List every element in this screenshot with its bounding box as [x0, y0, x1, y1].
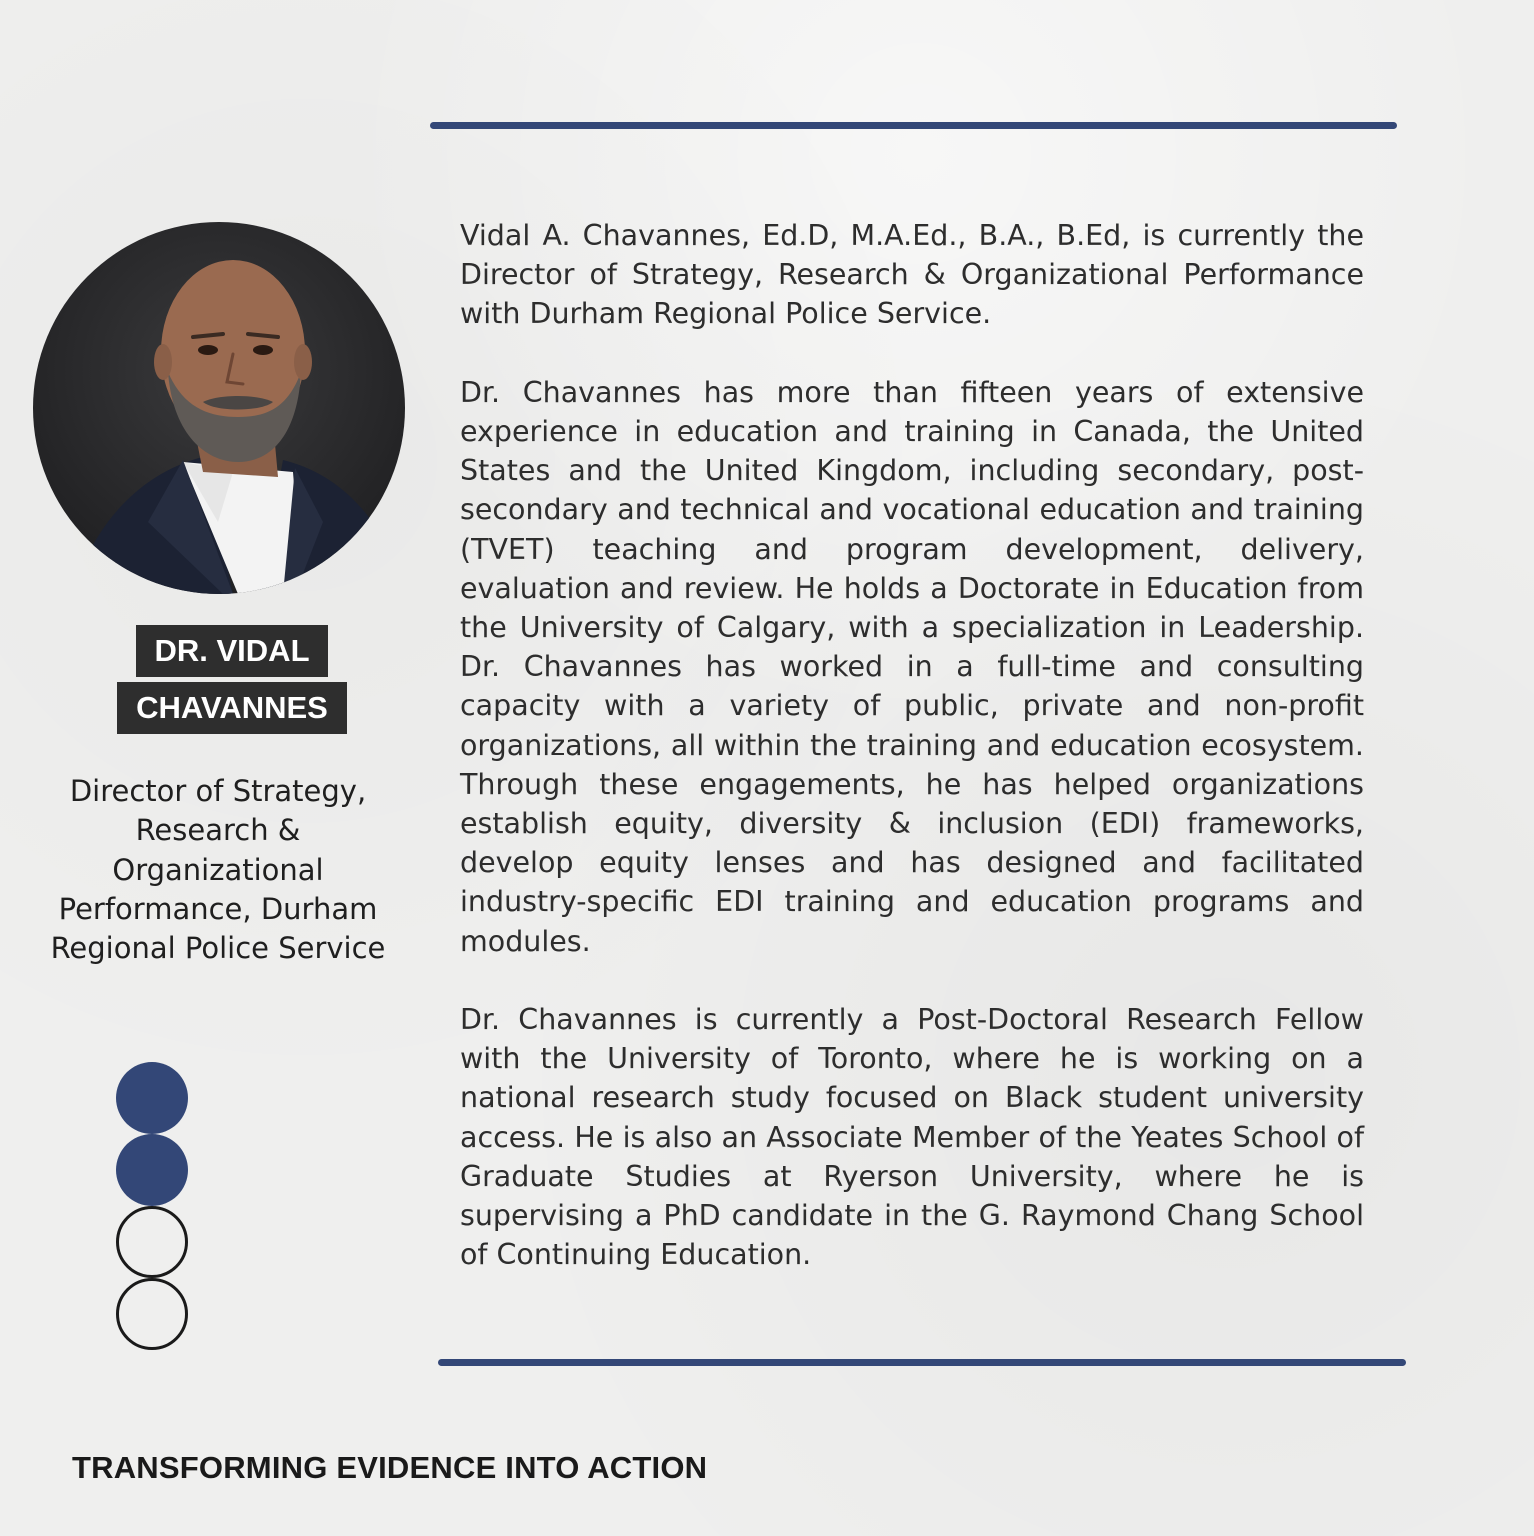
name-line-first: DR. VIDAL: [136, 625, 328, 677]
bio-paragraph: Dr. Chavannes has more than fifteen years of extensive experience in education and training in Canada, the United States and the United Kingdom, including secondary, post-secondary and technical and vocational education and training (TVET) teaching and program development, delivery, evaluation and review. He holds a Doctorate in Education from the University of Calgary, with a specialization in Leadership. Dr. Chavannes has worked in a full-time and consulting capacity with a variety of public, private and non-profit organizations, all within the training and education ecosystem. Through these engagements, he has helped organizations establish equity, diversity & inclusion (EDI) frameworks, develop equity lenses and has designed and facilitated industry-specific EDI training and education programs and modules.: [460, 375, 1364, 958]
progress-dot-3: [116, 1206, 188, 1278]
bio-paragraph: Vidal A. Chavannes, Ed.D, M.A.Ed., B.A., B.Ed, is currently the Director of Strategy, Research & Organizational Performance with Durham Regional Police Service.: [460, 219, 1364, 331]
top-divider: [430, 122, 1397, 129]
role-title: Director of Strategy, Research & Organizational Performance, Durham Regional Police Service: [50, 774, 386, 966]
progress-dot-4: [116, 1278, 188, 1350]
progress-dot-1: [116, 1062, 188, 1134]
progress-dot-2: [116, 1134, 188, 1206]
bottom-divider: [438, 1359, 1406, 1366]
footer-tagline: TRANSFORMING EVIDENCE INTO ACTION: [72, 1450, 708, 1485]
bio-paragraph: Dr. Chavannes is currently a Post-Doctoral Research Fellow with the University of Toronto, where he is working on a national research study focused on Black student university access. He is also an Associate Member of the Yeates School of Graduate Studies at Ryerson University, where he is supervising a PhD candidate in the G. Raymond Chang School of Continuing Education.: [460, 1003, 1364, 1272]
name-line-last: CHAVANNES: [117, 682, 347, 734]
biography: [460, 216, 1364, 1274]
profile-photo: [33, 222, 405, 594]
